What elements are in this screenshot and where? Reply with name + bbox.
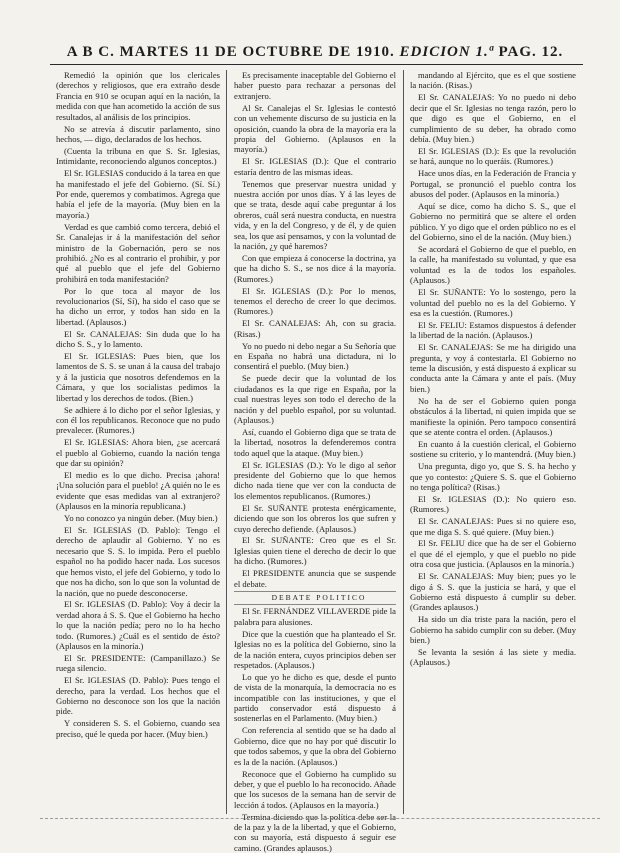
- article-paragraph: mandando al Ejército, que es el que sostiene la nación. (Risas.): [410, 70, 576, 91]
- article-paragraph: Tenemos que preservar nuestra unidad y nuestra acción por unos días. Y á las leyes de que se trata, desde aquí cabe preguntar á los obreros, cuál será nuestra conducta, en nuestra vida, y en la del Congreso, y de él, y de quien sea, los que así pensamos, y con la voluntad de la nación, ¿y qué haremos?: [234, 178, 396, 251]
- article-paragraph: El Sr. IGLESIAS (D.): Es que la revolución se hará, aunque no lo queráis. (Rumores.): [410, 145, 576, 167]
- article-paragraph: El Sr. SUÑANTE protesta enérgicamente, diciendo que son los obreros los que sufren y cuyo derecho defiende. (Aplausos.): [234, 502, 396, 534]
- article-paragraph: El Sr. IGLESIAS (D.): Yo le digo al señor presidente del Gobierno que lo que hemos dicho nada tiene que ver con la conducta de los elementos republicanos. (Rumores.): [234, 459, 396, 501]
- article-paragraph: Con referencia al sentido que se ha dado al Gobierno, dice que no hay por qué discutir lo que todos sabemos, y que la obra del Gobierno es la de la nación. (Aplausos.): [234, 725, 396, 767]
- column-3: [410, 70, 576, 818]
- article-paragraph: El Sr. CANALEJAS: Muy bien; pues yo le digo á S. S. que la justicia se hará, y que el Gobierno está dispuesto á cumplir su deber. (Grandes aplausos.): [410, 571, 576, 613]
- header-page-number: PAG. 12.: [498, 44, 564, 60]
- article-paragraph: El Sr. FERNÁNDEZ VILLAVERDE pide la palabra para alusiones.: [234, 606, 396, 627]
- article-paragraph: El Sr. FELIU: Estamos dispuestos á defender la libertad de la nación. (Aplausos.): [410, 319, 576, 341]
- header-dateline: A B C. MARTES 11 DE OCTUBRE DE 1910.: [66, 44, 395, 60]
- article-paragraph: Termina diciendo que la política debe ser la de la paz y la de la libertad, y que el Gobierno, con su mayoría, está dispuesto á seguir ese camino. (Grandes aplausos.): [234, 811, 396, 853]
- article-paragraph: Dice que la cuestión que ha planteado el Sr. Iglesias no es la política del Gobierno, sino la de la nación entera, cuyos principios deben ser respetados. (Aplausos.): [234, 628, 396, 670]
- article-paragraph: Ha sido un día triste para la nación, pero el Gobierno ha sabido cumplir con su deber. (Muy bien.): [410, 614, 576, 646]
- article-paragraph: Lo que yo he dicho es que, desde el punto de vista de la monarquía, la democracia no es incompatible con las instituciones, y que el partido conservador está dispuesto á sostenerlas en el Parlamento. (Muy bien.): [234, 671, 396, 724]
- column-2: [234, 70, 396, 853]
- article-paragraph: El Sr. FELIU dice que ha de ser el Gobierno el que dé el ejemplo, y que el pueblo no pide otra cosa que justicia. (Aplausos en la minoría.): [410, 538, 576, 570]
- article-paragraph: Al Sr. Canalejas el Sr. Iglesias le contestó con un vehemente discurso de su justicia en la oposición, cuando la obra de la mayoría era la propia del Gobierno. (Aplausos en la mayoría.): [234, 102, 396, 155]
- article-paragraph: El Sr. IGLESIAS (D. Pablo): Voy á decir la verdad ahora á S. S. Que el Gobierno ha hecho lo que la nación pedía; pero no lo ha hecho todo. (Rumores.) ¿Cuál es el sentido de ésto? (Aplausos en la minoría.): [56, 599, 220, 652]
- article-paragraph: Es precisamente inaceptable del Gobierno el haber puesto para rechazar a personas del extranjero.: [234, 70, 396, 101]
- article-paragraph: Una pregunta, digo yo, que S. S. ha hecho y que yo contesto: ¿Quiere S. S. que el Gobierno no tenga política? (Risas.): [410, 461, 576, 492]
- article-paragraph: Remedió la opinión que los clericales (derechos y religiosos, que era extraño desde Francia en 910 se ocupan aquí en la nación, la medida con que han acometido la acción de sus resultados, al análisis de los principios.: [56, 70, 220, 122]
- article-paragraph: Se adhiere á lo dicho por el señor Iglesias, y con él los republicanos. Reconoce que no pudo prevalecer. (Rumores.): [56, 404, 220, 436]
- article-paragraph: Se acordará el Gobierno de que el pueblo, en la calle, ha manifestado su voluntad, y que esa voluntad es la de todos los españoles. (Aplausos.): [410, 244, 576, 286]
- column-1: [56, 70, 220, 818]
- article-paragraph: Verdad es que cambió como tercera, debió el Sr. Canalejas ir á la manifestación del señor ministro de la Gobernación, pero se nos prohibió. ¿No es al contrario el prohibir, y por qué al pueblo que el jefe del Gobierno prohibirá en toda manifestación?: [56, 221, 220, 284]
- article-paragraph: Aquí se dice, como ha dicho S. S., que el Gobierno no permitirá que se altere el orden público. Y yo digo que el orden público no es el del Gobierno, sino el de la nación. (Muy bien.): [410, 200, 576, 243]
- article-paragraph: El Sr. SUÑANTE: Yo lo sostengo, pero la voluntad del pueblo no es la del Gobierno. Y esa es la cuestión. (Rumores.): [410, 287, 576, 318]
- article-paragraph: Se puede decir que la voluntad de los ciudadanos es la que rige en España, por la cual nuestras leyes son todo el derecho de la nación y del pueblo español, por su voluntad. (Aplausos.): [234, 373, 396, 425]
- article-paragraph: Se levanta la sesión á las siete y media. (Aplausos.): [410, 647, 576, 668]
- article-paragraph: Hace unos días, en la Federación de Francia y Portugal, se pronunció el pueblo contra los abusos del poder. (Aplausos en la minoría.): [410, 168, 576, 199]
- column-divider-2: [403, 70, 404, 814]
- section-title: DEBATE POLITICO: [234, 591, 396, 605]
- article-paragraph: El Sr. IGLESIAS (D. Pablo): Pues tengo el derecho, para la verdad. Los hechos que el Gobierno no desconoce son los que la nación pide.: [56, 675, 220, 717]
- article-paragraph: El Sr. SUÑANTE: Creo que es el Sr. Iglesias quien tiene el derecho de decir lo que ha dicho. (Rumores.): [234, 535, 396, 567]
- article-paragraph: El Sr. PRESIDENTE: (Campanillazo.) Se ruega silencio.: [56, 652, 220, 674]
- article-paragraph: El Sr. CANALEJAS: Sin duda que lo ha dicho S. S., y lo lamento.: [56, 328, 220, 350]
- article-paragraph: El medio es lo que dicho. Precisa ¡ahora! ¡Una solución para el pueblo! ¿A quién no le es evidente que esas medidas van al extranjero? (Aplausos en la minoría republicana.): [56, 470, 220, 512]
- article-paragraph: El Sr. CANALEJAS: Se me ha dirigido una pregunta, y voy á contestarla. El Gobierno no teme la discusión, y está dispuesto á explicar su conducta ante la Cámara y ante el país. (Muy bien.): [410, 342, 576, 394]
- article-paragraph: (Cuenta la tribuna en que S. Sr. Iglesias, Intimidante, reconociendo algunos conceptos.): [56, 145, 220, 167]
- article-paragraph: El Sr. IGLESIAS: Pues bien, que los lamentos de S. S. se unan á la causa del trabajo y á la justicia que nosotros defendemos en la Cámara, y que los socialistas pedimos la libertad y los derechos de todos. (Bien.): [56, 351, 220, 403]
- article-paragraph: El Sr. IGLESIAS (D.): Que el contrario estaría dentro de las mismas ideas.: [234, 156, 396, 177]
- article-paragraph: En cuanto á la cuestión clerical, el Gobierno sostiene su criterio, y lo mantendrá. (Muy bien.): [410, 438, 576, 460]
- header-edition: EDICION 1.ª: [399, 44, 494, 60]
- page-bottom-edge: [40, 818, 600, 819]
- article-paragraph: El Sr. CANALEJAS: Ah, con su gracia. (Risas.): [234, 318, 396, 339]
- article-paragraph: El Sr. IGLESIAS (D.): No quiero eso. (Rumores.): [410, 493, 576, 515]
- article-paragraph: El Sr. CANALEJAS: Pues si no quiere eso, que me diga S. S. qué quiere. (Muy bien.): [410, 516, 576, 537]
- article-paragraph: Con que empieza á conocerse la doctrina, ya que ha dicho S. S., se nos dice á la mayoría. (Rumores.): [234, 252, 396, 284]
- article-paragraph: Y consideren S. S. el Gobierno, cuando sea preciso, qué le queda por hacer. (Muy bien.): [56, 718, 220, 739]
- article-paragraph: No se atrevía á discutir parlamento, sino hechos, — digo, declarados de los hechos.: [56, 123, 220, 144]
- article-paragraph: El Sr. IGLESIAS: Ahora bien, ¿se acercará el pueblo al Gobierno, cuando la nación tenga que dar su opinión?: [56, 437, 220, 469]
- article-paragraph: El Sr. IGLESIAS conducido á la tarea en que ha manifestado el jefe del Gobierno. (Sí. Sí.) Por ende, queremos y combatimos. Agrega que había el jefe de la mayoría. (Muy bien en la mayoría.): [56, 168, 220, 220]
- article-paragraph: El Sr. IGLESIAS (D.): Por lo menos, tenemos el derecho de creer lo que decimos. (Rumores.): [234, 285, 396, 317]
- article-paragraph: Así, cuando el Gobierno diga que se trata de la libertad, nosotros la defenderemos contra todo aquel que la ataque. (Muy bien.): [234, 426, 396, 458]
- column-divider-1: [226, 70, 227, 814]
- article-paragraph: No ha de ser el Gobierno quien ponga obstáculos á la libertad, ni quien impida que se manifieste la opinión. Pero tampoco consentirá que se atente contra el orden. (Aplausos.): [410, 395, 576, 437]
- article-paragraph: Por lo que toca al mayor de los revolucionarios (Sí, Sí), ha sido el caso que se ha dicho un error, y todos han sido en la libertad. (Aplausos.): [56, 285, 220, 327]
- article-paragraph: El Sr. CANALEJAS: Yo no puedo ni debo decir que el Sr. Iglesias no tenga razón, pero lo que digo es que el Gobierno, en el cumplimiento de su deber, ha obrado como debía. (Muy bien.): [410, 92, 576, 144]
- article-paragraph: El PRESIDENTE anuncia que se suspende el debate.: [234, 568, 396, 589]
- article-paragraph: Yo no conozco ya ningún deber. (Muy bien.): [64, 513, 218, 524]
- article-paragraph: Yo no puedo ni debo negar a Su Señoría que en España no habrá una dictadura, ni lo consentirá el pueblo. (Muy bien.): [234, 340, 396, 372]
- article-paragraph: Reconoce que el Gobierno ha cumplido su deber, y que el pueblo lo ha reconocido. Añade que los sucesos de la semana han de servir de lección á todos. (Aplausos en la mayoría.): [234, 768, 396, 810]
- article-paragraph: El Sr. IGLESIAS (D. Pablo): Tengo el derecho de aplaudir al Gobierno. Y no es necesario que S. S. lo impida. Pero el pueblo español no ha podido hacer nada. Los sucesos que hemos visto, el jefe del Gobierno, y todo lo que nos ha dicho, son lo que son la voluntad de la nación, que no puede desconocerse.: [56, 525, 220, 598]
- header-rule: [50, 64, 583, 65]
